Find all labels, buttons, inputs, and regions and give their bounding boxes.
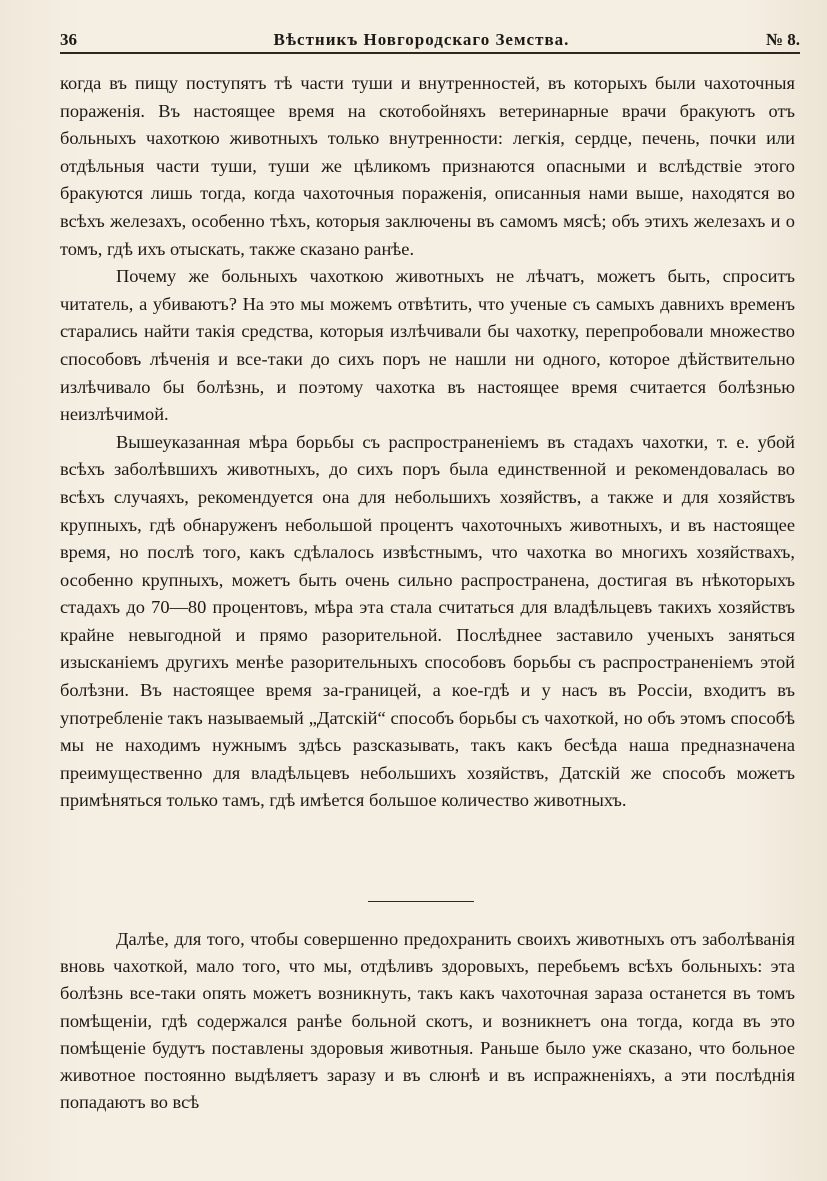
- issue-number: № 8.: [765, 30, 800, 49]
- section-text: [60, 926, 795, 1116]
- section-divider: [368, 901, 474, 902]
- page-number: 36: [60, 30, 77, 49]
- paragraph-continued: когда въ пищу поступятъ тѣ части туши и внутренностей, въ которыхъ были чахоточныя пораженія. Въ настоящее время на скотобойняхъ ветеринарные врачи бракуютъ отъ больныхъ чахоткою животныхъ только внутренности: легкія, сердце, печень, почки или отдѣльныя части туши, туши же цѣликомъ признаются опасными и вслѣдствіе этого бракуются лишь тогда, когда чахоточныя пораженія, описанныя нами выше, находятся во всѣхъ железахъ, особенно тѣхъ, которыя заключены въ самомъ мясѣ; объ этихъ железахъ и о томъ, гдѣ ихъ отыскать, также сказано ранѣе.: [60, 73, 795, 259]
- paragraph: Почему же больныхъ чахоткою животныхъ не лѣчатъ, можетъ быть, спроситъ читатель, а убиваютъ? На это мы можемъ отвѣтить, что ученые съ самыхъ давнихъ временъ старались найти такія средства, которыя излѣчивали бы чахотку, перепробовали множество способовъ лѣченія и все-таки до сихъ поръ не нашли ни одного, которое дѣйствительно излѣчивало бы болѣзнь, и поэтому чахотка въ настоящее время считается болѣзнью неизлѣчимой.: [60, 266, 795, 425]
- journal-title: Вѣстникъ Новгородскаго Земства.: [273, 30, 570, 49]
- paragraph: Вышеуказанная мѣра борьбы съ распространеніемъ въ стадахъ чахотки, т. е. убой всѣхъ заболѣвшихъ животныхъ, до сихъ поръ была единственной и рекомендовалась во всѣхъ случаяхъ, рекомендуется она для небольшихъ хозяйствъ, а также и для хозяйствъ крупныхъ, гдѣ обнаруженъ небольшой процентъ чахоточныхъ животныхъ, и въ настоящее время, но послѣ того, какъ сдѣлалось извѣстнымъ, что чахотка во многихъ хозяйствахъ, особенно крупныхъ, можетъ быть очень сильно распространена, достигая въ нѣкоторыхъ стадахъ до 70—80 процентовъ, мѣра эта стала считаться для владѣльцевъ такихъ хозяйствъ крайне невыгодной и прямо разорительной. Послѣднее заставило ученыхъ заняться изысканіемъ другихъ менѣе разорительныхъ способовъ борьбы съ распространеніемъ этой болѣзни. Въ настоящее время за-границей, а кое-гдѣ и у насъ въ Россіи, входитъ въ употребленіе такъ называемый „Датскій“ способъ борьбы съ чахоткой, но объ этомъ способѣ мы не находимъ нужнымъ здѣсь разсказывать, такъ какъ бесѣда наша предназначена преимущественно для владѣльцевъ небольшихъ хозяйствъ, Датскій же способъ можетъ примѣняться только тамъ, гдѣ имѣется большое количество животныхъ.: [60, 431, 795, 811]
- header-rule: [60, 52, 800, 54]
- running-header: [60, 24, 800, 50]
- main-text: [60, 70, 795, 815]
- paragraph: Далѣе, для того, чтобы совершенно предохранить своихъ животныхъ отъ заболѣванія вновь чахоткой, мало того, что мы, отдѣливъ здоровыхъ, перебьемъ всѣхъ больныхъ: эта болѣзнь все-таки опять можетъ возникнуть, такъ какъ чахоточная зараза останется въ томъ помѣщеніи, гдѣ содержался ранѣе больной скотъ, и возникнетъ она тогда, когда въ это помѣщеніе будутъ поставлены здоровыя животныя. Раньше было уже сказано, что больное животное постоянно выдѣляетъ заразу и въ слюнѣ и въ испражненіяхъ, а эти послѣднія попадаютъ во всѣ: [60, 929, 795, 1113]
